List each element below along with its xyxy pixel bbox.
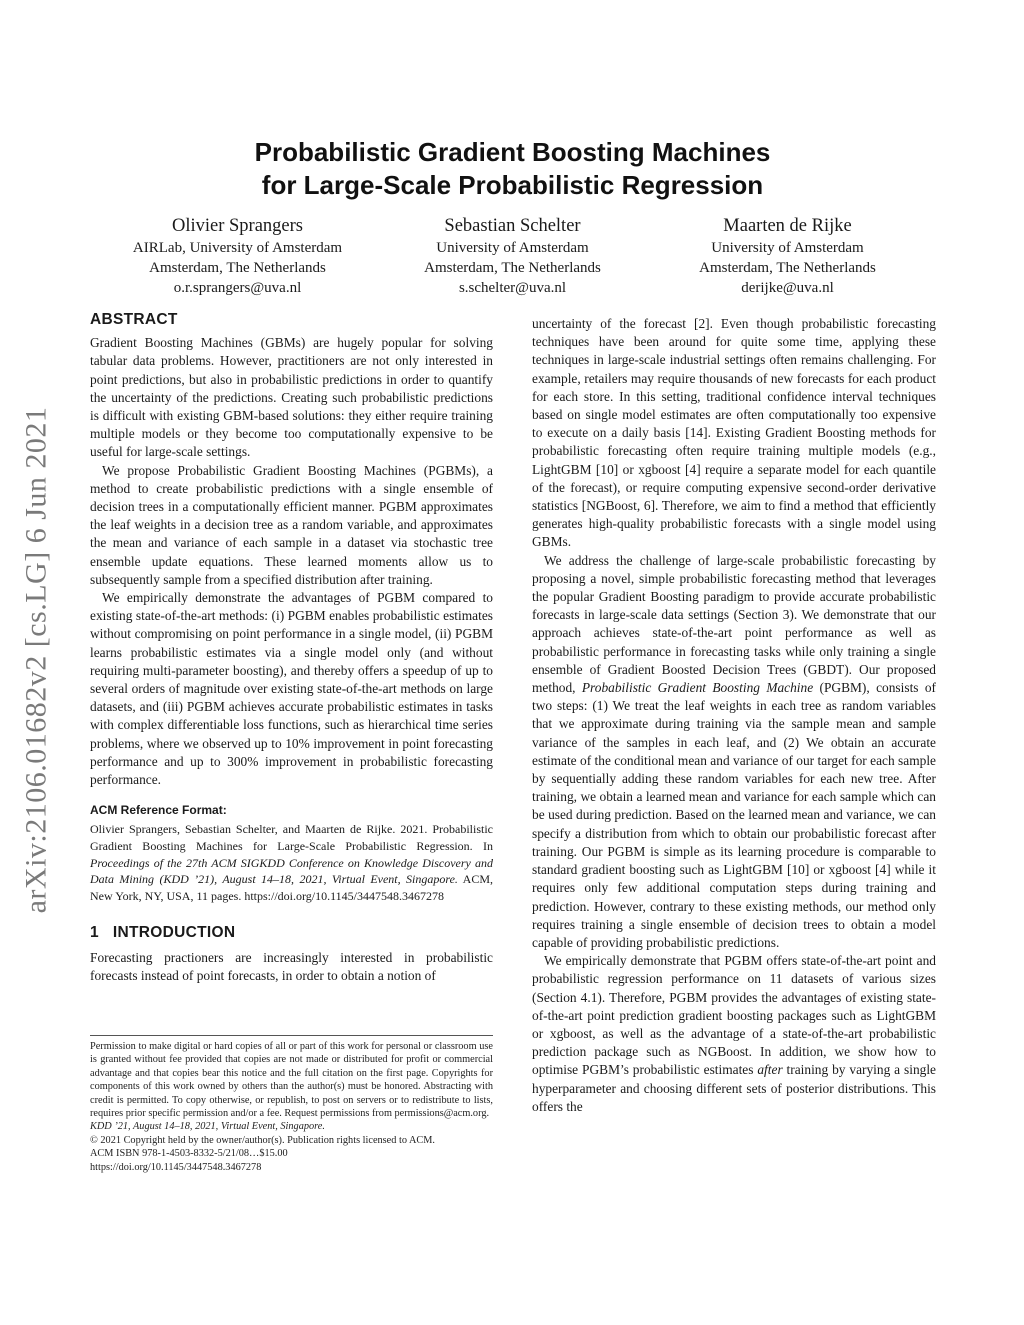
- arxiv-id-text: arXiv:2106.01682v2 [cs.LG] 6 Jun 2021: [19, 406, 52, 914]
- doi-link[interactable]: https://doi.org/10.1145/3447548.3467278: [90, 1161, 262, 1173]
- author-email[interactable]: s.schelter@uva.nl: [458, 280, 567, 296]
- author-email[interactable]: o.r.sprangers@uva.nl: [173, 280, 302, 296]
- copyright-line: © 2021 Copyright held by the owner/author(s). Publication rights licensed to ACM.: [90, 1134, 436, 1146]
- acm-ref-part-a: Olivier Sprangers, Sebastian Schelter, and Maarten de Rijke. 2021. Probabilistic Gradient Boosting Machines for Large-Scale Probabilistic Regression. In: [90, 822, 493, 854]
- permissions-footnote: [90, 1035, 493, 1174]
- author-name: Maarten de Rijke: [723, 216, 852, 236]
- author-3: [650, 214, 925, 298]
- intro-paragraph-2: [532, 552, 936, 952]
- acm-reference-text: [90, 821, 493, 904]
- left-column: [90, 311, 493, 985]
- author-location: Amsterdam, The Netherlands: [424, 260, 601, 276]
- author-location: Amsterdam, The Netherlands: [149, 260, 326, 276]
- intro-paragraph-continued: uncertainty of the forecast [2]. Even though probabilistic forecasting techniques have been around for quite some time, applying these techniques in large-scale industrial settings often remains challenging. For example, retailers may require thousands of new forecasts for each product for each store. In this setting, traditional confidence interval techniques based on single model estimates are often computationally too expensive to execute on a daily basis [14]. Existing Gradient Boosting methods for probabilistic forecasting often require training multiple models (e.g., LightGBM [10] or xgboost [4] require a separate model for each quantile of the forecast), or require computing expensive second-order derivative statistics [NGBoost, 6]. Therefore, we aim to find a method that efficiently generates high-quality probabilistic forecasts with a single model using GBMs.: [532, 316, 936, 550]
- method-name-italic: Probabilistic Gradient Boosting Machine: [581, 680, 814, 696]
- abstract-paragraph-3: We empirically demonstrate the advantages of PGBM compared to existing state-of-the-art methods: (i) PGBM enables probabilistic estimates without compromising on point performance in a single model, (ii) PGBM learns probabilistic estimates via a single model only (and without requiring multi-parameter boosting), and thereby offers a speedup of up to several orders of magnitude over existing state-of-the-art methods on large datasets, and (iii) PGBM achieves accurate probabilistic estimates in tasks with complex differentiable loss functions, such as hierarchical time series problems, where we observed up to 10% improvement in point forecasting performance and up to 300% improvement in probabilistic forecasting performance.: [90, 590, 493, 788]
- author-2: [375, 214, 650, 298]
- permission-text: Permission to make digital or hard copies of all or part of this work for personal or classroom use is granted without fee provided that copies are not made or distributed for profit or commercial advantage and that copies bear this notice and the full citation on the first page. Copyrights for components of this work owned by others than the author(s) must be honored. Abstracting with credit is permitted. To copy otherwise, or republish, to post on servers or to redistribute to lists, requires prior specific permission and/or a fee. Request permissions from permissions@acm.org.: [90, 1041, 493, 1120]
- right-column: [532, 315, 936, 1116]
- introduction-heading: [90, 924, 493, 942]
- author-affiliation: University of Amsterdam: [711, 240, 864, 256]
- section-title: INTRODUCTION: [112, 924, 236, 942]
- text-span: We empirically demonstrate that PGBM offers state-of-the-art point and probabilistic regression performance on 11 datasets of various sizes (Section 4.1). Therefore, PGBM provides the advantages of existing state-of-the-art point prediction gradient boosting packages such as LightGBM or xgboost, as well as the advantage of a state-of-the-art probabilistic prediction package such as NGBoost. In addition, we show how to optimise PGBM’s probabilistic estimates: [532, 953, 936, 1078]
- acm-reference-heading: ACM Reference Format:: [90, 803, 227, 818]
- arxiv-identifier: [8, 370, 64, 950]
- author-block: [100, 214, 925, 304]
- acm-ref-proceedings: Proceedings of the 27th ACM SIGKDD Conference on Knowledge Discovery and Data Mining (KDD ’21), August 14–18, 2021, Virtual Event, Singapore.: [90, 855, 493, 887]
- text-span: training by varying a single hyperparameter and choosing different sets of posterior distributions. This offers the: [532, 1062, 936, 1114]
- author-name: Sebastian Schelter: [444, 216, 581, 236]
- emphasis-after: after: [757, 1062, 783, 1078]
- author-email[interactable]: derijke@uva.nl: [741, 280, 834, 296]
- author-location: Amsterdam, The Netherlands: [699, 260, 876, 276]
- abstract-paragraph-2: We propose Probabilistic Gradient Boosting Machines (PGBMs), a method to create probabilistic predictions with a single ensemble of decision trees in a computationally efficient manner. PGBM approximates the leaf weights in a decision tree as a random variable, and approximates the mean and variance of each sample in a dataset via stochastic tree ensemble update equations. These learned moments allow us to subsequently sample from a specified distribution after training.: [90, 462, 493, 587]
- title-line-2: for Large-Scale Probabilistic Regression: [261, 170, 764, 200]
- abstract-heading: ABSTRACT: [90, 311, 178, 328]
- author-1: [100, 214, 375, 298]
- author-name: Olivier Sprangers: [171, 216, 303, 236]
- isbn-line: ACM ISBN 978-1-4503-8332-5/21/08…$15.00: [90, 1148, 288, 1160]
- paper-title: [90, 136, 935, 202]
- author-affiliation: AIRLab, University of Amsterdam: [132, 240, 343, 256]
- title-line-1: Probabilistic Gradient Boosting Machines: [254, 137, 771, 167]
- venue-line: KDD ’21, August 14–18, 2021, Virtual Event, Singapore.: [90, 1121, 325, 1133]
- author-affiliation: University of Amsterdam: [436, 240, 589, 256]
- abstract-paragraph-1: Gradient Boosting Machines (GBMs) are hugely popular for solving tabular data problems. However, practitioners are not only interested in point predictions, but also in probabilistic predictions in order to quantify the uncertainty of the predictions. Creating such probabilistic predictions is difficult with existing GBM-based solutions: they either require training multiple models or they become too computationally expensive to be useful for large-scale settings.: [90, 335, 493, 460]
- intro-paragraph-3: [532, 952, 936, 1116]
- section-number: 1: [90, 924, 99, 942]
- text-span: We address the challenge of large-scale probabilistic forecasting by proposing a novel, simple probabilistic forecasting method that leverages the popular Gradient Boosting paradigm to provide accurate probabilistic forecasts in large-scale data settings (Section 3). We demonstrate that our approach achieves state-of-the-art point performance as well as probabilistic performance in forecasting tasks while only training a single ensemble of Gradient Boosted Decision Trees (GBDT). Our proposed method,: [532, 552, 936, 696]
- acm-ref-part-b: ACM, New York, NY, USA, 11 pages. https://doi.org/10.1145/3447548.3467278: [90, 872, 493, 903]
- introduction-paragraph-1: Forecasting practioners are increasingly interested in probabilistic forecasts instead of point forecasts, in order to obtain a notion of: [90, 949, 493, 983]
- text-span: (PGBM), consists of two steps: (1) We treat the leaf weights in each tree as random variables that we approximate during training via the sample mean and sample variance of the samples in each leaf, and (2) We obtain an accurate estimate of the conditional mean and variance of our target for each sample by sequentially adding these random variables for each new tree. After training, we obtain a learned mean and variance for each sample which can be used during prediction. Based on the learned mean and variance, we can specify a distribution from which to obtain our probabilistic forecast after training. Our PGBM is simple as its learning procedure is comparable to standard gradient boosting such as LightGBM [10] or xgboost [4] while it requires only few additional computation steps during training and prediction. However, contrary to these existing methods, our method only requires training a single ensemble of decision trees to obtain a model capable of providing probabilistic predictions.: [532, 680, 936, 950]
